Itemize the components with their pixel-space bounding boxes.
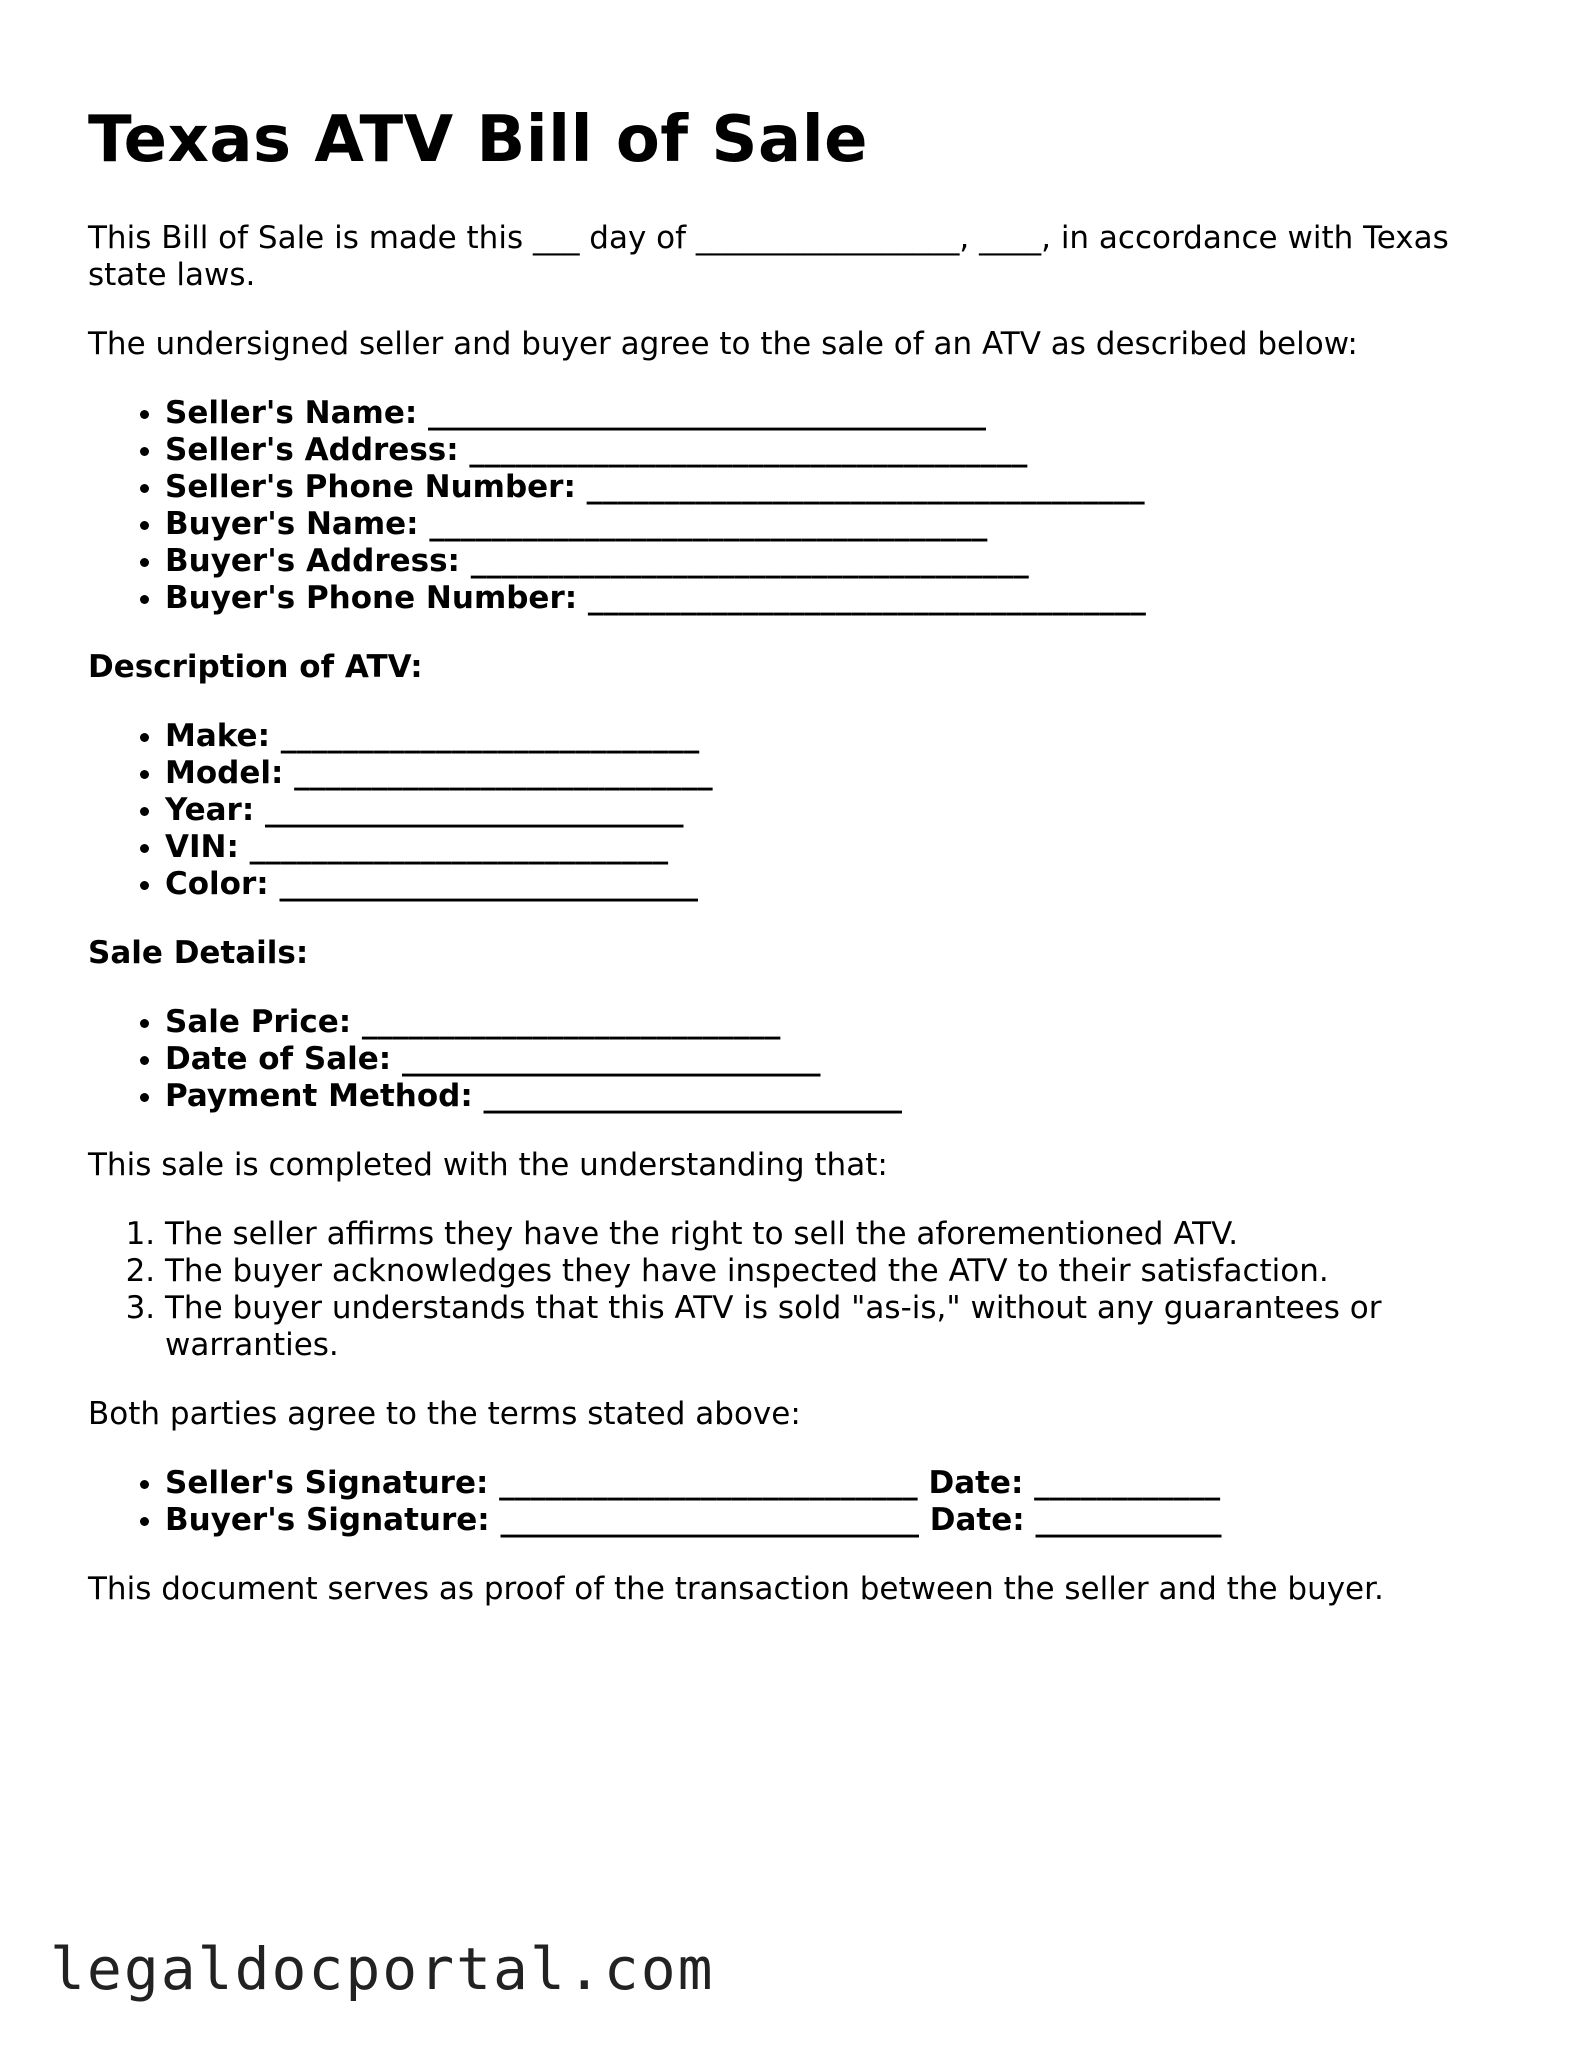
field-seller-signature: • Seller's Signature: ___________________________ Date: ____________ — [165, 1465, 1508, 1502]
parties-list — [88, 395, 1508, 617]
agree-paragraph: Both parties agree to the terms stated above: — [88, 1396, 801, 1432]
term-item: 2. The buyer acknowledges they have inspected the ATV to their satisfaction. — [165, 1253, 1508, 1290]
field-vin: • VIN: ___________________________ — [165, 829, 1508, 866]
field-buyer-signature: • Buyer's Signature: ___________________________ Date: ____________ — [165, 1502, 1508, 1539]
field-date-of-sale: • Date of Sale: ___________________________ — [165, 1041, 1508, 1078]
field-model: • Model: ___________________________ — [165, 755, 1508, 792]
field-color: • Color: ___________________________ — [165, 866, 1508, 903]
field-make: • Make: ___________________________ — [165, 718, 1508, 755]
document-title: Texas ATV Bill of Sale — [88, 103, 869, 177]
field-buyer-name: • Buyer's Name: ____________________________________ — [165, 506, 1508, 543]
term-item: 1. The seller affirms they have the right to sell the aforementioned ATV. — [165, 1216, 1508, 1253]
description-heading: Description of ATV: — [88, 649, 423, 685]
term-item: 3. The buyer understands that this ATV is sold "as-is," without any guarantees or warranties. — [165, 1290, 1508, 1364]
field-seller-address: • Seller's Address: ____________________________________ — [165, 432, 1508, 469]
field-payment-method: • Payment Method: ___________________________ — [165, 1078, 1508, 1115]
field-seller-phone: • Seller's Phone Number: ____________________________________ — [165, 469, 1508, 506]
agreement-paragraph: The undersigned seller and buyer agree to the sale of an ATV as described below: — [88, 326, 1358, 362]
brand-footer: legaldocportal.com — [50, 1935, 715, 2003]
sale-details-list — [88, 1004, 1508, 1115]
intro-paragraph: This Bill of Sale is made this ___ day of _________________, ____, in accordance with Texas state laws. — [88, 220, 1449, 293]
field-buyer-address: • Buyer's Address: ____________________________________ — [165, 543, 1508, 580]
understanding-paragraph: This sale is completed with the understanding that: — [88, 1147, 888, 1183]
field-seller-name: • Seller's Name: ____________________________________ — [165, 395, 1508, 432]
closing-paragraph: This document serves as proof of the transaction between the seller and the buyer. — [88, 1571, 1384, 1607]
field-year: • Year: ___________________________ — [165, 792, 1508, 829]
sale-details-heading: Sale Details: — [88, 935, 309, 971]
signatures-list — [88, 1465, 1508, 1539]
atv-description-list — [88, 718, 1508, 903]
document-page — [88, 100, 1508, 1640]
field-buyer-phone: • Buyer's Phone Number: ____________________________________ — [165, 580, 1508, 617]
field-sale-price: • Sale Price: ___________________________ — [165, 1004, 1508, 1041]
terms-list — [88, 1216, 1508, 1364]
